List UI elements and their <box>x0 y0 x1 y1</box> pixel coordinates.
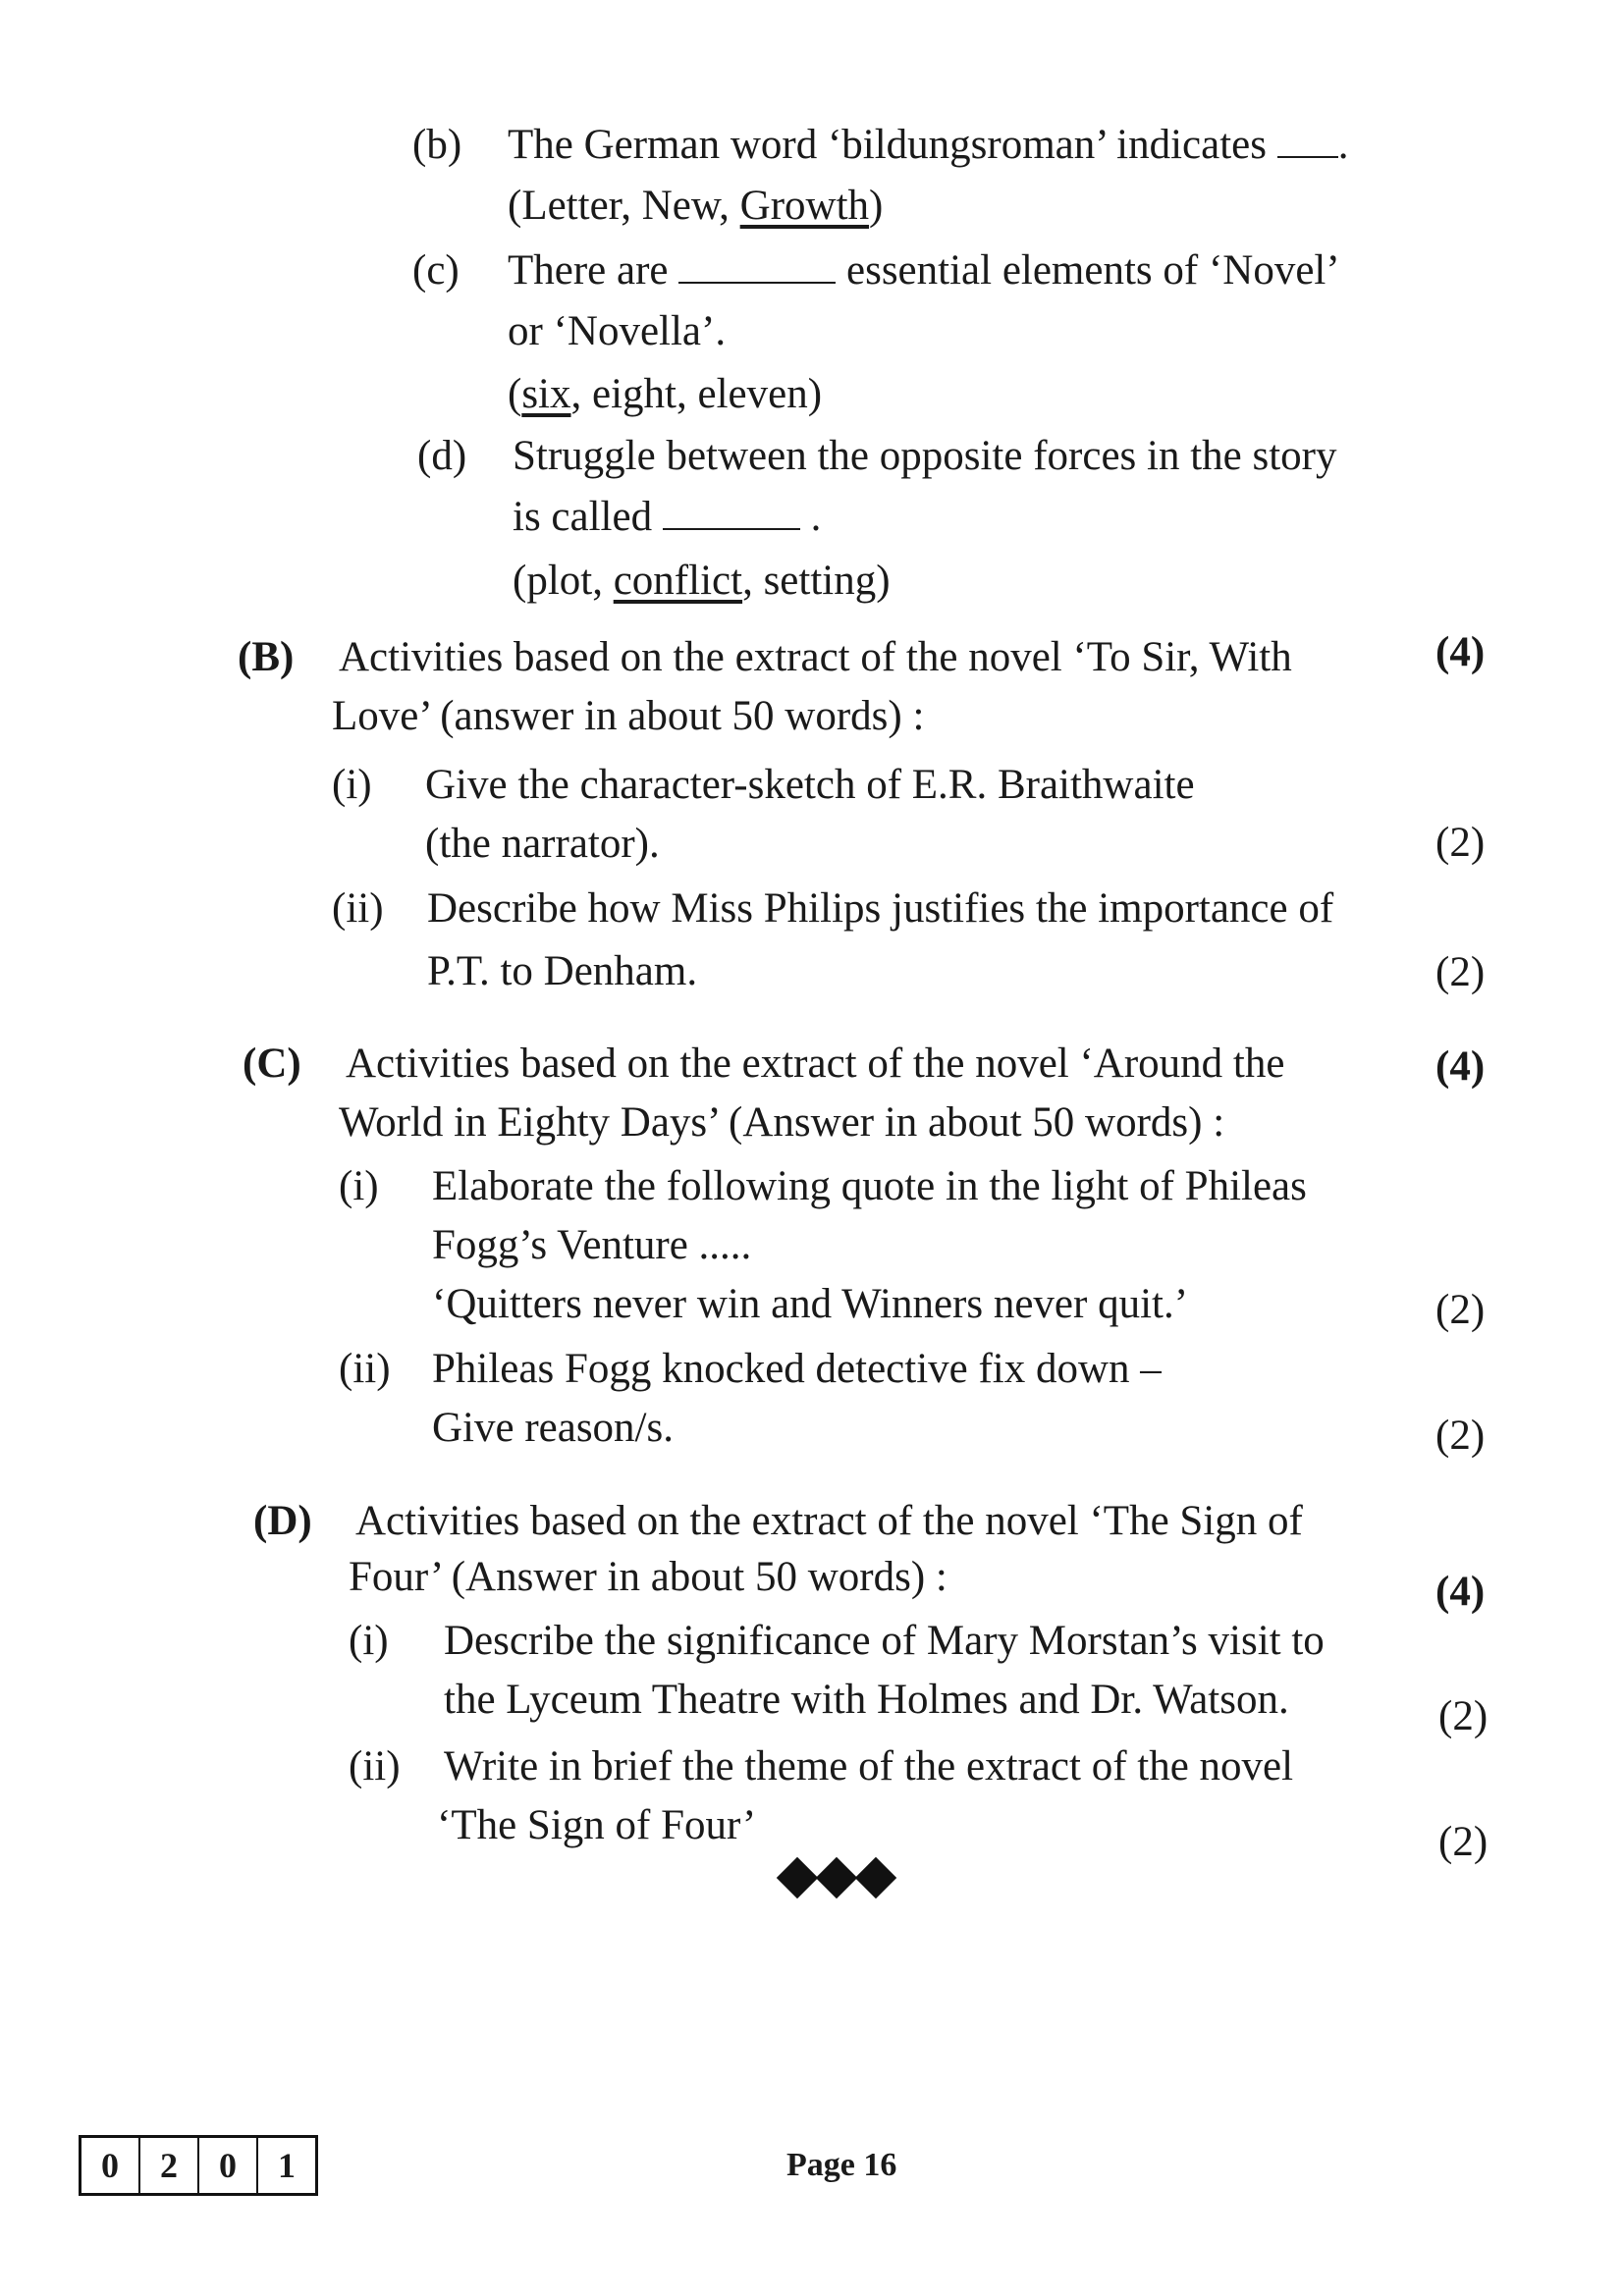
diamond-icon <box>777 1857 818 1898</box>
section-d-i-line1: Describe the significance of Mary Morstan’s visit to <box>444 1618 1325 1664</box>
code-digit: 1 <box>278 2146 296 2185</box>
code-digit: 2 <box>140 2138 199 2193</box>
section-d-i-marks: (2) <box>1438 1693 1489 1739</box>
section-c-line1: Activities based on the extract of the novel ‘Around the <box>346 1041 1285 1087</box>
section-b-label: (B) <box>238 634 295 680</box>
section-b-line2: Love’ (answer in about 50 words) : <box>332 693 925 739</box>
item-b-label: (b) <box>412 122 462 168</box>
section-d-marks: (4) <box>1435 1569 1486 1615</box>
item-d-end: . <box>810 494 822 540</box>
item-c-question <box>508 249 1340 292</box>
section-d-ii-line1: Write in brief the theme of the extract of the novel <box>444 1743 1294 1789</box>
section-d-line1: Activities based on the extract of the novel ‘The Sign of <box>355 1498 1303 1544</box>
section-c-i-label: (i) <box>339 1163 379 1209</box>
item-d-text-pre: is called <box>513 494 653 540</box>
code-digit: 0 <box>199 2138 258 2193</box>
item-b-end: . <box>1337 122 1349 168</box>
section-c-i-line1: Elaborate the following quote in the light of Phileas <box>432 1163 1307 1209</box>
section-d-label: (D) <box>253 1498 312 1544</box>
answer-blank <box>678 278 836 284</box>
item-c-options <box>508 373 822 415</box>
page-number: Page 16 <box>786 2147 897 2183</box>
underlined-answer: six <box>521 371 571 417</box>
section-b-i-label: (i) <box>332 762 372 808</box>
diamond-icon <box>816 1857 857 1898</box>
item-d-label: (d) <box>417 433 467 479</box>
item-c-line2: or ‘Novella’. <box>508 308 727 354</box>
section-b-ii-label: (ii) <box>332 885 384 932</box>
item-c-text-post: essential elements of ‘Novel’ <box>846 247 1340 294</box>
section-c-i-line3: ‘Quitters never win and Winners never quit.’ <box>432 1281 1189 1327</box>
item-d-line2 <box>513 496 821 538</box>
section-c-ii-line1: Phileas Fogg knocked detective fix down – <box>432 1346 1162 1392</box>
diamond-icon <box>855 1857 896 1898</box>
code-digit: 0 <box>81 2138 140 2193</box>
section-b-ii-line2: P.T. to Denham. <box>427 948 698 994</box>
underlined-answer: Growth <box>739 183 870 229</box>
answer-blank <box>1277 152 1338 158</box>
options-open: ( <box>508 371 522 417</box>
section-b-line1: Activities based on the extract of the novel ‘To Sir, With <box>339 634 1292 680</box>
options-open: (Letter, New, <box>508 183 740 229</box>
answer-blank <box>663 524 800 530</box>
section-d-line2: Four’ (Answer in about 50 words) : <box>349 1554 947 1600</box>
section-d-i-label: (i) <box>349 1618 389 1664</box>
section-c-line2: World in Eighty Days’ (Answer in about 50 words) : <box>339 1099 1225 1146</box>
section-b-i-line1: Give the character-sketch of E.R. Braithwaite <box>425 762 1195 808</box>
section-b-i-line2: (the narrator). <box>425 821 660 867</box>
section-d-ii-marks: (2) <box>1438 1819 1489 1865</box>
section-c-ii-line2: Give reason/s. <box>432 1405 674 1451</box>
item-c-text-pre: There are <box>508 247 669 294</box>
underlined-answer: conflict <box>613 558 743 604</box>
item-b-text: The German word ‘bildungsroman’ indicates <box>508 122 1267 168</box>
section-c-label: (C) <box>243 1041 301 1087</box>
item-b-question <box>508 124 1348 166</box>
options-open: (plot, <box>513 558 614 604</box>
options-close: , eight, eleven) <box>570 371 823 417</box>
section-b-ii-line1: Describe how Miss Philips justifies the importance of <box>427 885 1334 932</box>
section-c-i-line2: Fogg’s Venture ..... <box>432 1222 752 1268</box>
paper-code-box <box>79 2135 318 2196</box>
section-d-ii-line2: ‘The Sign of Four’ <box>437 1802 757 1848</box>
section-c-ii-marks: (2) <box>1435 1413 1486 1459</box>
section-d-i-line2: the Lyceum Theatre with Holmes and Dr. Watson. <box>444 1677 1289 1723</box>
end-diamonds-ornament <box>783 1863 891 1893</box>
section-c-marks: (4) <box>1435 1043 1486 1090</box>
item-c-label: (c) <box>412 247 460 294</box>
section-c-i-marks: (2) <box>1435 1287 1486 1333</box>
options-close: ) <box>869 183 884 229</box>
section-c-ii-label: (ii) <box>339 1346 391 1392</box>
section-b-marks: (4) <box>1435 629 1486 675</box>
item-b-options <box>508 185 883 227</box>
section-d-ii-label: (ii) <box>349 1743 401 1789</box>
item-d-options <box>513 560 891 602</box>
section-b-i-marks: (2) <box>1435 820 1486 866</box>
options-close: , setting) <box>742 558 891 604</box>
item-d-line1: Struggle between the opposite forces in the story <box>513 433 1337 479</box>
section-b-ii-marks: (2) <box>1435 949 1486 995</box>
